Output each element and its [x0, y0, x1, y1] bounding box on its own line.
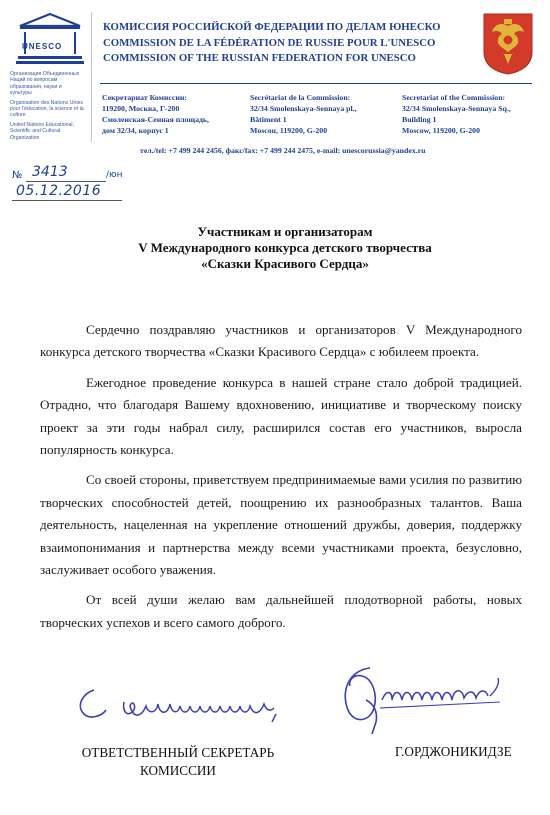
title-ru: КОМИССИЯ РОССИЙСКОЙ ФЕДЕРАЦИИ ПО ДЕЛАМ ЮНЕСКО — [103, 21, 441, 33]
contacts-line: тел./tel: +7 499 244 2456, факс/fax: +7 499 244 2475, e-mail: unescorussia@yandex.ru — [140, 146, 426, 155]
title-fr: COMMISSION DE LA FÉDÉRATION DE RUSSIE POUR L'UNESCO — [103, 36, 436, 49]
body-paragraph: От всей души желаю вам дальнейшей плодотворной работы, новых творческих успехов и всего самого доброго. — [40, 592, 522, 630]
addressee-line: «Сказки Красивого Сердца» — [201, 256, 369, 271]
reg-date: 05.12.2016 — [16, 183, 102, 199]
unesco-wordmark: UNESCO — [22, 42, 63, 51]
header-rule — [100, 83, 532, 84]
address-line: дом 32/34, корпус 1 — [102, 126, 169, 135]
commission-titles — [103, 20, 488, 67]
addressee-block — [130, 224, 440, 272]
handwritten-closing-signature — [72, 680, 307, 730]
unesco-logo — [14, 12, 86, 68]
title-en: COMMISSION OF THE RUSSIAN FEDERATION FOR UNESCO — [103, 52, 416, 64]
address-line: 32/34 Smolenskaya-Sennaya Sq., — [402, 104, 511, 113]
addressee-line: V Международного конкурса детского творчества — [138, 240, 432, 255]
address-en — [402, 92, 542, 136]
body-paragraph: Сердечно поздравляю участников и организаторов V Международного конкурса детского творчества «Сказки Красивого Сердца» с юбилеем проекта. — [40, 322, 522, 360]
vertical-divider — [91, 12, 92, 142]
caption-ru: Организация Объединенных Наций по вопросам образования, науки и культуры — [10, 71, 80, 97]
reg-number: 3413 — [32, 164, 68, 180]
address-line: Bâtiment 1 — [250, 115, 287, 124]
address-fr — [250, 92, 400, 136]
address-line: 32/34 Smolenskaya-Sennaya pl., — [250, 104, 357, 113]
letter-body — [40, 319, 522, 642]
address-line: 119200, Москва, Г-200 — [102, 104, 180, 113]
reg-suffix: /юн — [106, 170, 123, 180]
address-line: Moscow, 119200, G-200 — [402, 126, 480, 135]
reg-number-prefix: № — [12, 170, 23, 181]
unesco-captions — [10, 71, 84, 144]
signatory-title-line: ОТВЕТСТВЕННЫЙ СЕКРЕТАРЬ — [81, 745, 275, 760]
address-line: Смоленская-Сенная площадь, — [102, 115, 210, 124]
address-line: Secrétariat de la Commission: — [250, 93, 351, 102]
registration-stamp — [12, 164, 147, 214]
coat-of-arms-icon — [482, 12, 534, 76]
signatory-title — [68, 744, 288, 780]
addressee-line: Участникам и организаторам — [197, 224, 373, 239]
address-line: Moscou, 119200, G-200 — [250, 126, 328, 135]
body-paragraph: Ежегодное проведение конкурса в нашей стране стало доброй традицией. Отрадно, что благодаря Вашему вдохновению, инициативе и творческому поиску проект за эти годы набрал силу, расширился состав его участников, выросла популярность конкурса. — [40, 374, 522, 458]
reg-number-underline — [26, 181, 106, 182]
caption-fr: Organisation des Nations Unies pour l'éducation, la science et la culture — [10, 99, 84, 119]
address-line: Секретариат Комиссии: — [102, 93, 187, 102]
caption-en: United Nations Educational, Scientific and Cultural Organization — [10, 121, 75, 141]
address-line: Secretariat of the Commission: — [402, 93, 506, 102]
body-paragraph: Со своей стороны, приветствуем предпринимаемые вами усилия по развитию творческих способностей детей, поощрению их разнообразных талантов. Ваша деятельность, нацеленная на укрепление отношений дружбы, доверия, поддержку взаимопонимания и партнерства между всеми участниками проекта, безусловно, заслуживает особого уважения. — [40, 472, 522, 578]
signatory-name: Г.ОРДЖОНИКИДЗЕ — [395, 744, 512, 759]
address-ru — [102, 92, 250, 136]
reg-date-underline — [12, 200, 122, 201]
handwritten-signature — [330, 660, 510, 740]
address-line: Building 1 — [402, 115, 437, 124]
unesco-temple-icon — [14, 12, 86, 68]
signatory-title-line: КОМИССИИ — [140, 763, 216, 778]
